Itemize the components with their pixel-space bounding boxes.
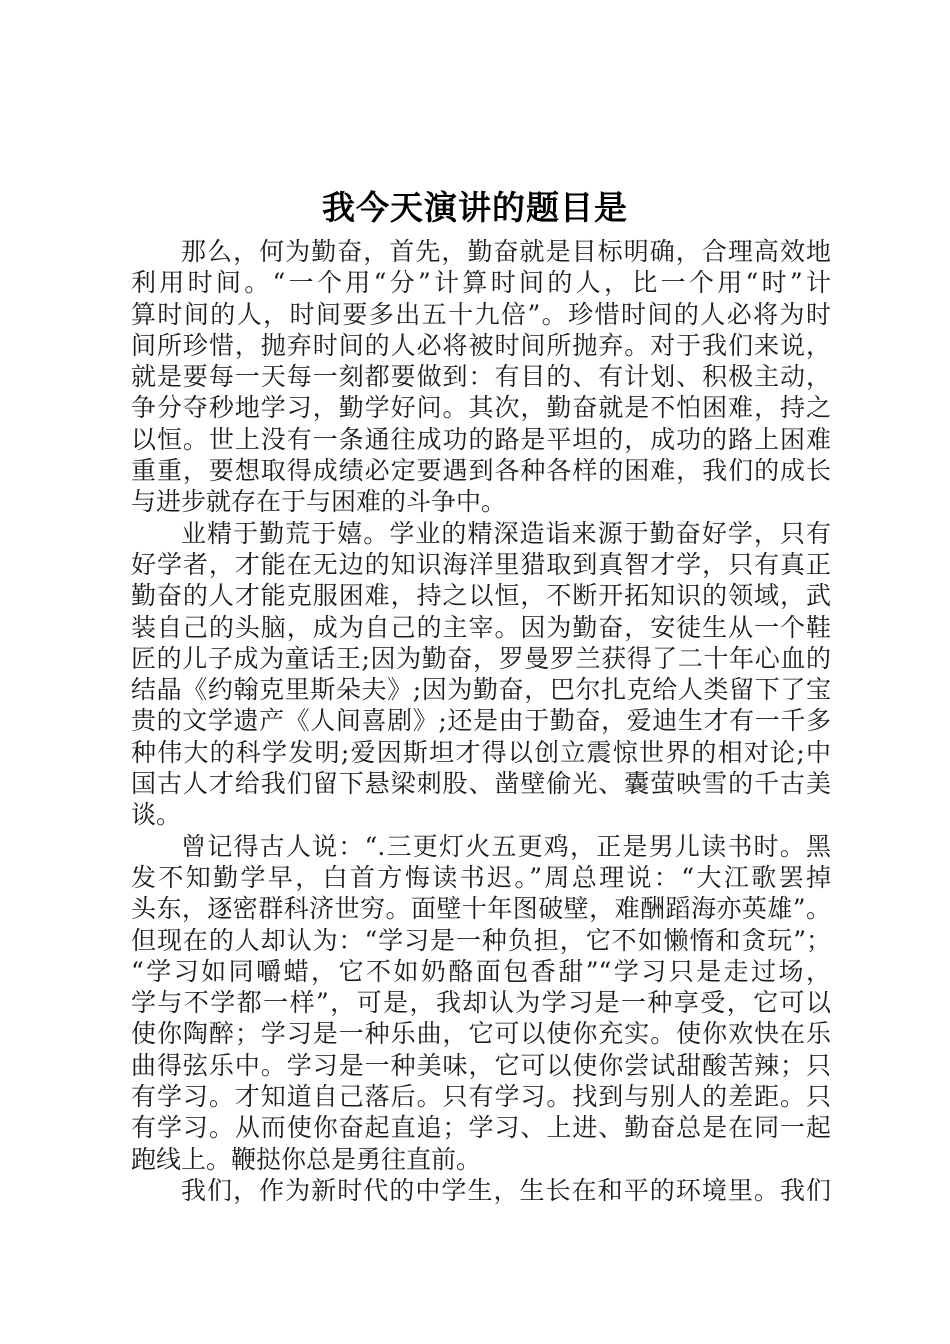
paragraph-line: 业精于勤荒于嬉。学业的精深造诣来源于勤奋好学，只有 bbox=[181, 518, 831, 548]
paragraph-line: 贵的文学遗产《人间喜剧》;还是由于勤奋，爱迪生才有一千多 bbox=[131, 706, 831, 736]
paragraph-line: 间所珍惜，抛弃时间的人必将被时间所抛弃。对于我们来说， bbox=[131, 330, 831, 360]
paragraph-line: “学习如同嚼蜡，它不如奶酪面包香甜”“学习只是走过场， bbox=[131, 956, 831, 986]
paragraph-line: 就是要每一天每一刻都要做到：有目的、有计划、积极主动， bbox=[131, 362, 831, 392]
paragraph-line: 匠的儿子成为童话王;因为勤奋，罗曼罗兰获得了二十年心血的 bbox=[131, 643, 831, 673]
paragraph-line: 跑线上。鞭挞你总是勇往直前。 bbox=[131, 1144, 482, 1174]
paragraph bbox=[131, 236, 831, 518]
paragraph-line: 重重，要想取得成绩必定要遇到各种各样的困难，我们的成长 bbox=[131, 456, 831, 486]
paragraph bbox=[131, 518, 831, 831]
paragraph-line: 有学习。从而使你奋起直追；学习、上进、勤奋总是在同一起 bbox=[131, 1113, 831, 1143]
paragraph-line: 装自己的头脑，成为自己的主宰。因为勤奋，安徒生从一个鞋 bbox=[131, 612, 831, 642]
paragraph-line: 好学者，才能在无边的知识海洋里猎取到真智才学，只有真正 bbox=[131, 549, 831, 579]
paragraph-line: 争分夺秒地学习，勤学好问。其次，勤奋就是不怕困难，持之 bbox=[131, 393, 831, 423]
paragraph-line: 但现在的人却认为：“学习是一种负担，它不如懒惰和贪玩”； bbox=[131, 925, 831, 955]
paragraph bbox=[131, 1175, 831, 1206]
paragraph-line: 曲得弦乐中。学习是一种美味，它可以使你尝试甜酸苦辣；只 bbox=[131, 1050, 831, 1080]
paragraph-line: 曾记得古人说：“.三更灯火五更鸡，正是男儿读书时。黑 bbox=[181, 831, 831, 861]
paragraph-line: 有学习。才知道自己落后。只有学习。找到与别人的差距。只 bbox=[131, 1082, 831, 1112]
paragraph-line: 种伟大的科学发明;爱因斯坦才得以创立震惊世界的相对论;中 bbox=[131, 737, 831, 767]
paragraph-line: 谈。 bbox=[131, 800, 182, 830]
paragraph-line: 发不知勤学早，白首方悔读书迟。”周总理说：“大江歌罢掉 bbox=[131, 862, 831, 892]
paragraph-line: 与进步就存在于与困难的斗争中。 bbox=[131, 487, 507, 517]
paragraph bbox=[131, 831, 831, 1175]
paragraph-line: 以恒。世上没有一条通往成功的路是平坦的，成功的路上困难 bbox=[131, 424, 831, 454]
paragraph-line: 勤奋的人才能克服困难，持之以恒，不断开拓知识的领域，武 bbox=[131, 581, 831, 611]
page-title: 我今天演讲的题目是 bbox=[322, 188, 628, 227]
paragraph-line: 头东，逐密群科济世穷。面壁十年图破壁，难酬蹈海亦英雄”。 bbox=[131, 894, 831, 924]
paragraph-line: 利用时间。“一个用“分”计算时间的人，比一个用“时”计 bbox=[131, 268, 831, 298]
paragraph-line: 国古人才给我们留下悬梁刺股、凿壁偷光、囊萤映雪的千古美 bbox=[131, 769, 831, 799]
paragraph-line: 算时间的人，时间要多出五十九倍”。珍惜时间的人必将为时 bbox=[131, 299, 831, 329]
paragraph-line: 我们，作为新时代的中学生，生长在和平的环境里。我们 bbox=[181, 1175, 831, 1205]
paragraph-line: 结晶《约翰克里斯朵夫》;因为勤奋，巴尔扎克给人类留下了宝 bbox=[131, 675, 831, 705]
paragraph-line: 使你陶醉；学习是一种乐曲，它可以使你充实。使你欢快在乐 bbox=[131, 1019, 831, 1049]
paragraph-line: 学与不学都一样”，可是，我却认为学习是一种享受，它可以 bbox=[131, 988, 831, 1018]
document-body bbox=[131, 236, 831, 1206]
paragraph-line: 那么，何为勤奋，首先，勤奋就是目标明确，合理高效地 bbox=[181, 237, 831, 266]
